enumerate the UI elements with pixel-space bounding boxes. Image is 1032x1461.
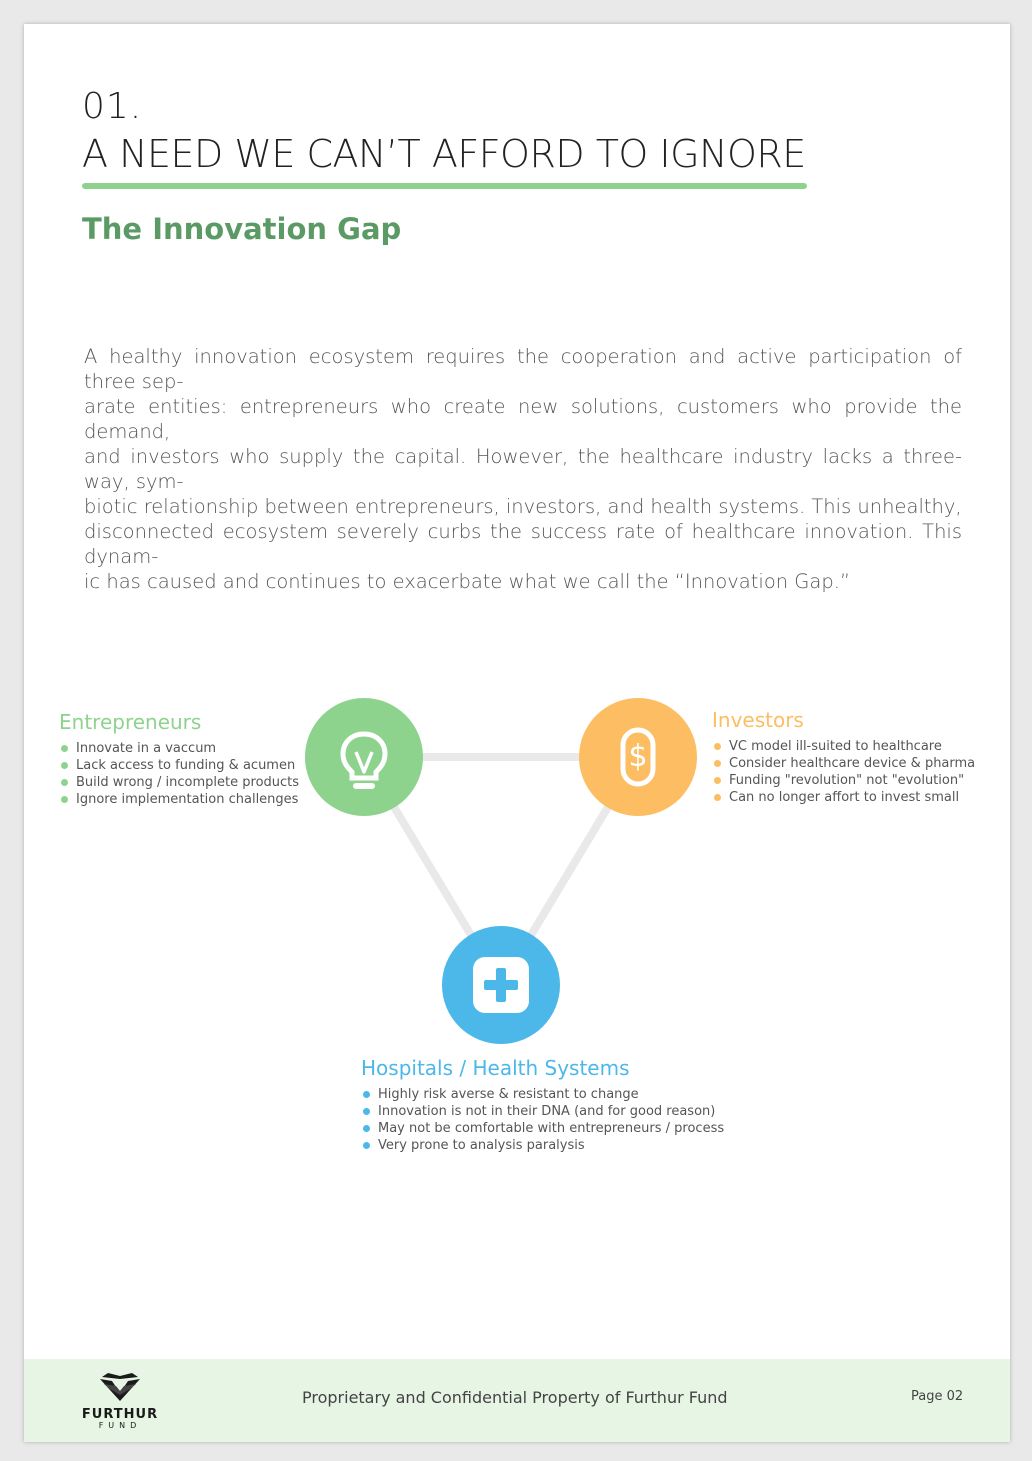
hospitals-list <box>361 1086 724 1154</box>
hospitals-title: Hospitals / Health Systems <box>361 1056 630 1080</box>
paragraph-line: ic has caused and continues to exacerbate what we call the “Innovation Gap.” <box>84 570 851 593</box>
list-item: May not be comfortable with entrepreneurs / process <box>361 1120 724 1137</box>
hospitals-circle <box>442 926 560 1044</box>
list-item: Ignore implementation challenges <box>59 791 299 808</box>
page-number: Page 02 <box>911 1389 964 1404</box>
list-item: VC model ill-suited to healthcare <box>712 738 975 755</box>
list-item: Build wrong / incomplete products <box>59 774 299 791</box>
section-heading: A NEED WE CAN’T AFFORD TO IGNORE <box>82 132 806 176</box>
dollar-icon <box>579 698 697 816</box>
heading-underline <box>82 183 807 189</box>
entrepreneurs-list <box>59 740 299 808</box>
paragraph-line: biotic relationship between entrepreneurs, investors, and health systems. This unhealthy, <box>84 495 962 518</box>
wings-logo-icon <box>64 1371 176 1407</box>
furthur-fund-logo <box>64 1371 184 1433</box>
svg-text:$: $ <box>628 739 648 774</box>
list-item: Innovation is not in their DNA (and for good reason) <box>361 1103 724 1120</box>
list-item: Highly risk averse & resistant to change <box>361 1086 724 1103</box>
paragraph-line: A healthy innovation ecosystem requires the cooperation and active participation of three sep- <box>84 345 962 393</box>
section-number: 01. <box>82 86 143 127</box>
investors-circle <box>579 698 697 816</box>
list-item: Funding "revolution" not "evolution" <box>712 772 975 789</box>
list-item: Can no longer affort to invest small <box>712 789 975 806</box>
document-page <box>24 24 1010 1442</box>
logo-subtext: FUND <box>98 1421 142 1430</box>
intro-paragraph <box>84 344 962 594</box>
confidential-notice: Proprietary and Confidential Property of Furthur Fund <box>302 1388 728 1407</box>
page-footer <box>24 1359 1010 1442</box>
section-subtitle: The Innovation Gap <box>82 212 402 246</box>
list-item: Lack access to funding & acumen <box>59 757 299 774</box>
investors-list <box>712 738 975 806</box>
investors-title: Investors <box>712 708 804 732</box>
entrepreneurs-title: Entrepreneurs <box>59 710 202 734</box>
entrepreneurs-circle <box>305 698 423 816</box>
logo-wordmark: FURTHUR <box>81 1407 159 1422</box>
list-item: Consider healthcare device & pharma <box>712 755 975 772</box>
paragraph-line: arate entities: entrepreneurs who create new solutions, customers who provide the demand, <box>84 395 962 443</box>
medical-plus-icon <box>442 926 560 1044</box>
list-item: Innovate in a vaccum <box>59 740 299 757</box>
list-item: Very prone to analysis paralysis <box>361 1137 724 1154</box>
paragraph-line: and investors who supply the capital. However, the healthcare industry lacks a three-way, sym- <box>84 445 962 493</box>
lightbulb-icon <box>305 698 423 816</box>
paragraph-line: disconnected ecosystem severely curbs the success rate of healthcare innovation. This dynam- <box>84 520 962 568</box>
